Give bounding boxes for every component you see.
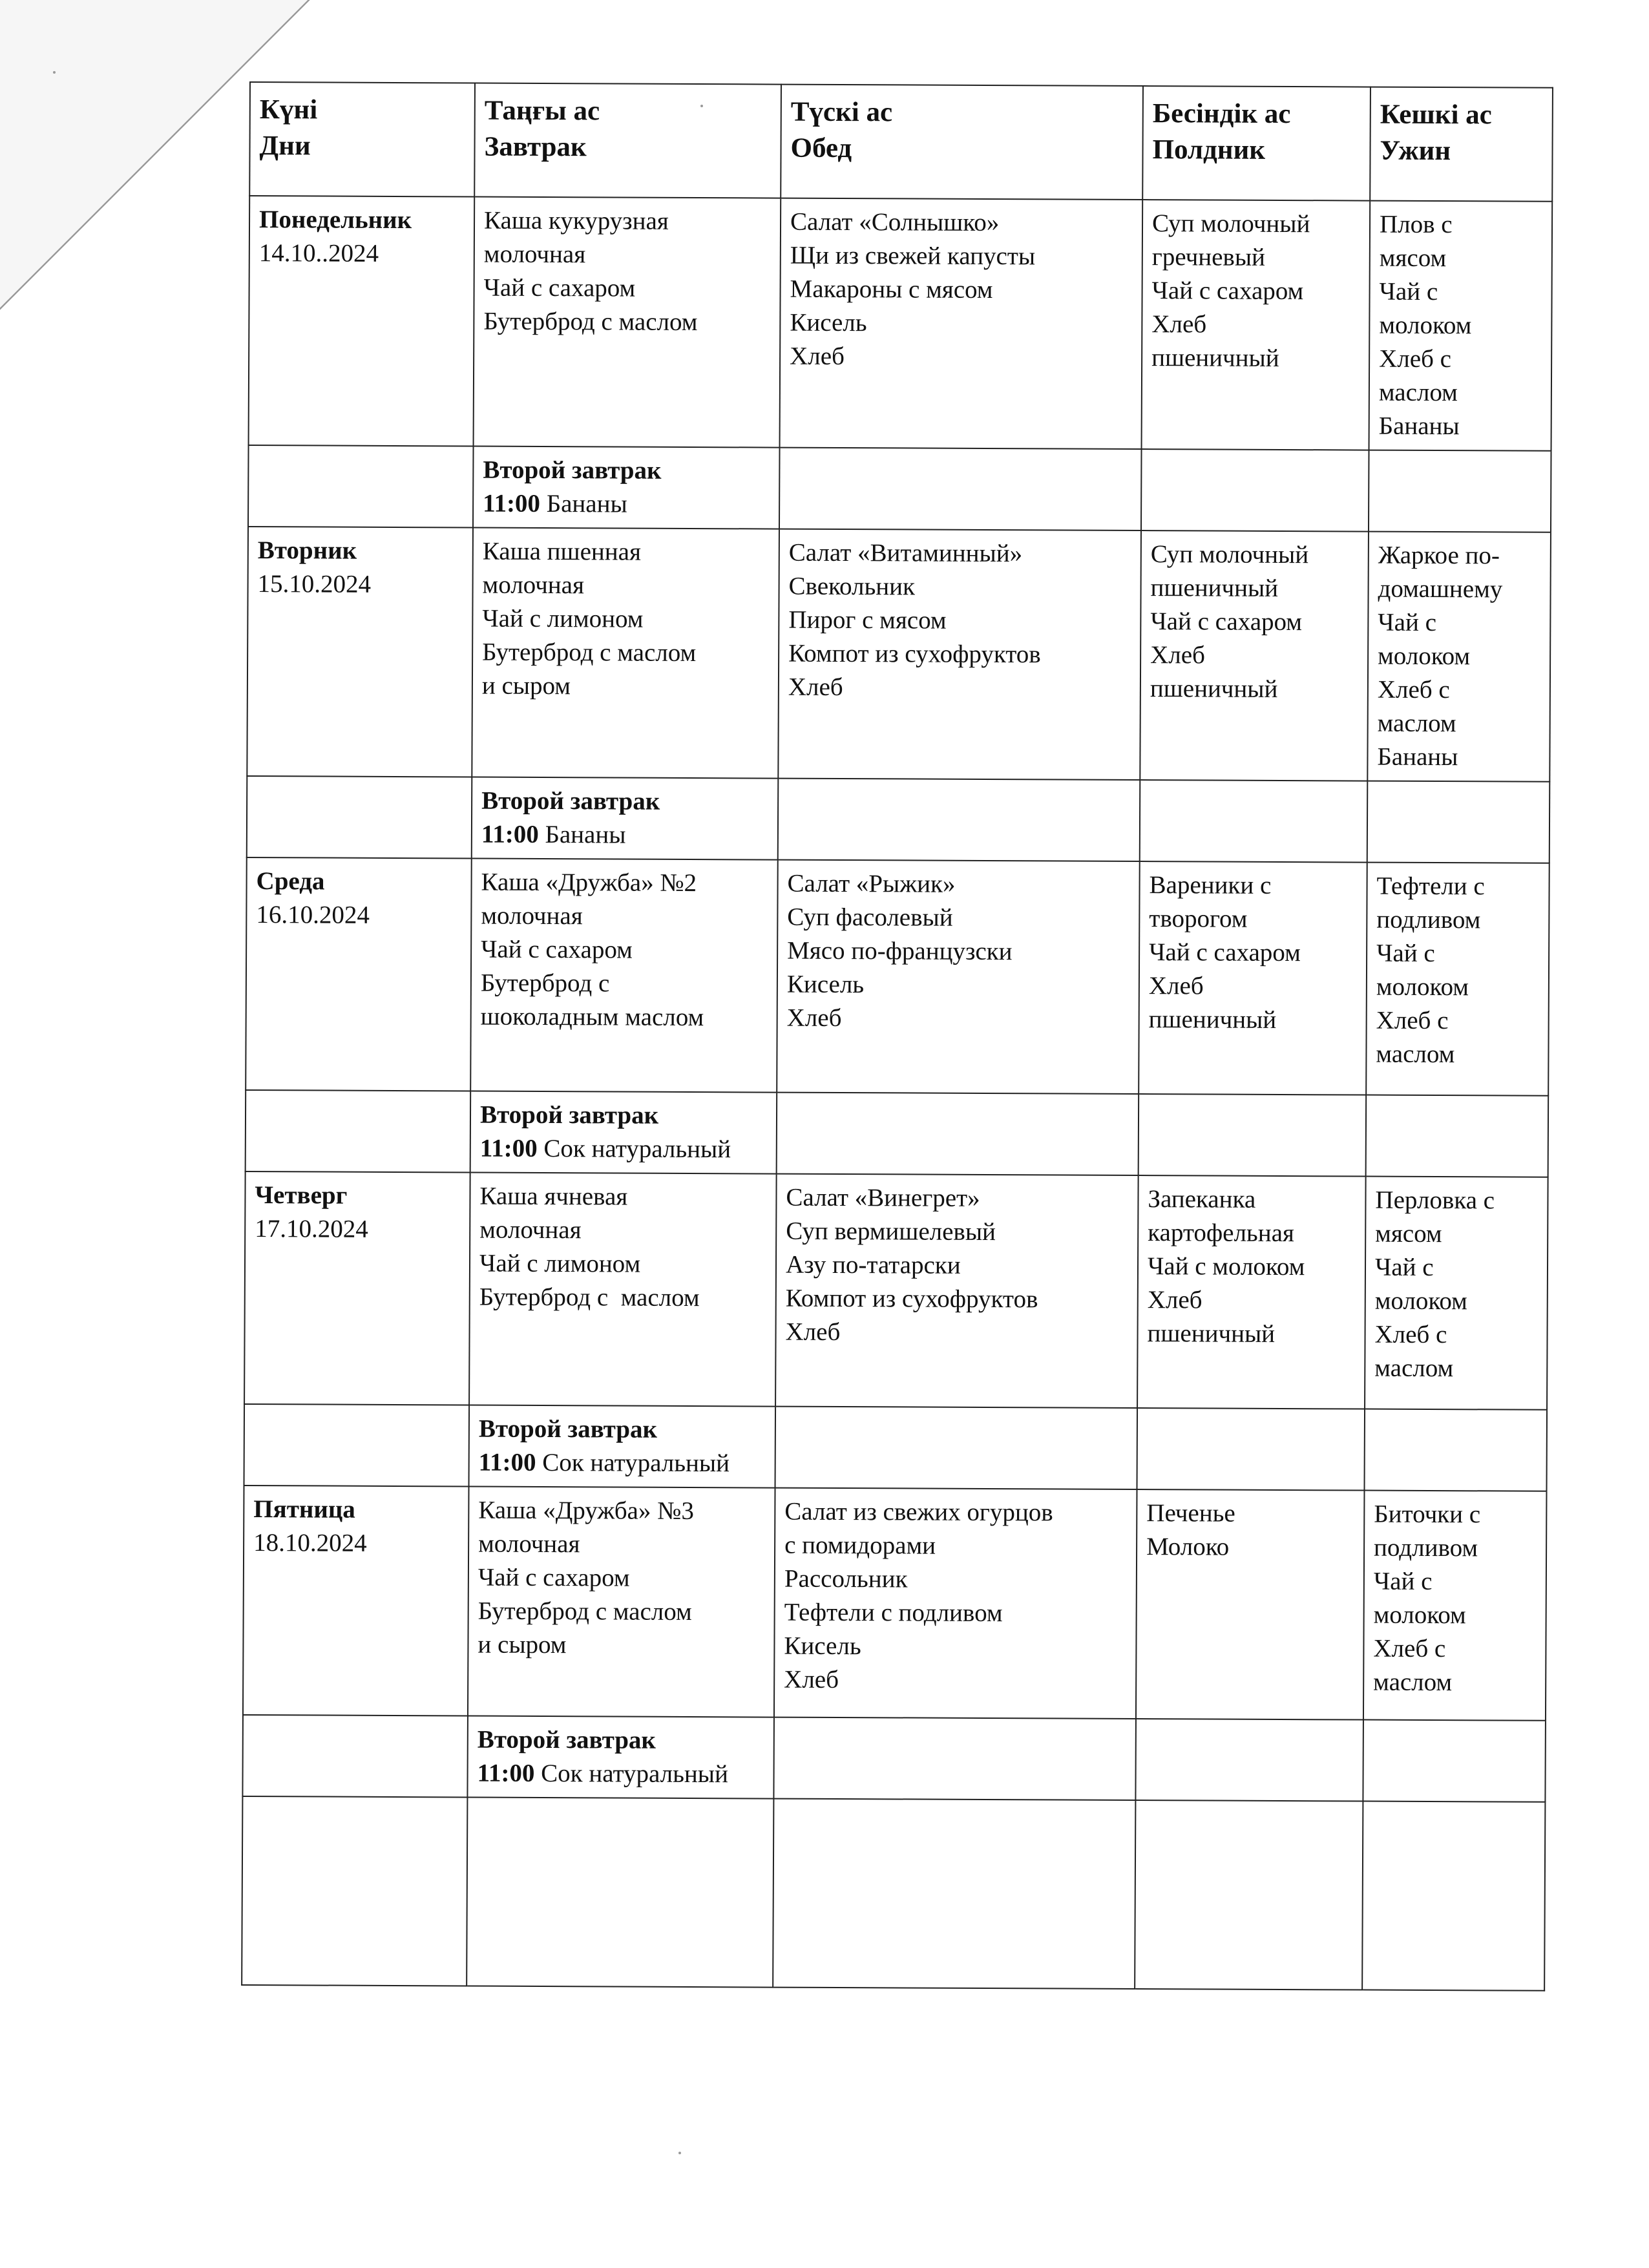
snack-line: Вареники с: [1149, 871, 1272, 899]
dinner-line: молоком: [1374, 1286, 1467, 1316]
header-breakfast: Таңғы ас Завтрак: [474, 83, 781, 198]
dinner-line: Бананы: [1377, 742, 1458, 772]
dinner-line: Чай с: [1379, 277, 1438, 306]
dinner-line: Хлеб с: [1379, 344, 1452, 373]
second-breakfast-time: 11:00: [479, 1134, 538, 1162]
empty-cell: [1139, 1094, 1367, 1177]
scan-speck: [678, 2152, 681, 2154]
lunch-line: Хлеб: [786, 1003, 842, 1033]
breakfast-line: Каша ячневая: [479, 1182, 628, 1211]
breakfast-line: Бутерброд с: [480, 969, 610, 998]
empty-cell: [1367, 781, 1550, 863]
second-breakfast-title: Второй завтрак: [481, 786, 660, 815]
lunch-line: Азу по-татарски: [785, 1250, 961, 1279]
day-cell: [246, 857, 472, 1091]
day-cell: [247, 527, 473, 777]
snack-line: Хлеб: [1151, 310, 1207, 339]
lunch-line: Щи из свежей капусты: [790, 241, 1036, 271]
second-breakfast-time: 11:00: [483, 489, 541, 518]
empty-cell: [779, 448, 1142, 530]
dinner-line: подливом: [1374, 1533, 1478, 1562]
lunch-line: Хлеб: [788, 673, 843, 702]
second-breakfast-cell: [473, 446, 780, 529]
empty-cell: [778, 779, 1140, 861]
empty-cell: [1363, 1720, 1546, 1802]
second-breakfast-item: Сок натуральный: [543, 1135, 731, 1164]
dinner-cell: [1366, 863, 1549, 1096]
dinner-line: молоком: [1379, 311, 1472, 340]
snack-cell: [1139, 861, 1367, 1095]
dinner-line: Хлеб с: [1374, 1320, 1447, 1349]
lunch-line: Кисель: [790, 308, 867, 337]
empty-cell: [775, 1407, 1138, 1489]
snack-line: Хлеб: [1147, 1286, 1203, 1314]
dinner-line: маслом: [1378, 378, 1458, 407]
day-name: Понедельник: [258, 205, 412, 235]
lunch-line: Тефтели с подливом: [784, 1598, 1003, 1628]
weekly-menu-table: [241, 81, 1553, 1991]
snack-line: Чай с сахаром: [1149, 938, 1301, 967]
dinner-line: маслом: [1377, 709, 1456, 738]
lunch-line: Хлеб: [790, 342, 845, 371]
snack-line: пшеничный: [1150, 675, 1278, 703]
empty-cell: [467, 1797, 773, 1987]
lunch-line: Пирог с мясом: [788, 605, 947, 635]
snack-line: Суп молочный: [1151, 209, 1310, 238]
header-dinner: Кешкі ас Ужин: [1370, 87, 1553, 202]
day-name: Среда: [256, 867, 325, 896]
second-breakfast-line: [481, 818, 768, 853]
dinner-cell: [1367, 532, 1551, 782]
breakfast-line: Чай с лимоном: [479, 1249, 641, 1278]
day-row: [244, 1171, 1548, 1410]
second-breakfast-row: [247, 776, 1550, 863]
empty-cell: [773, 1717, 1136, 1800]
snack-line: Хлеб: [1148, 972, 1204, 1000]
empty-cell: [1369, 450, 1551, 532]
snack-line: Запеканка: [1148, 1185, 1256, 1213]
second-breakfast-row: [248, 445, 1551, 532]
second-breakfast-time: 11:00: [481, 820, 539, 848]
dinner-line: Хлеб с: [1376, 1006, 1449, 1035]
second-breakfast-cell: [469, 1405, 776, 1488]
lunch-line: Хлеб: [784, 1665, 839, 1694]
lunch-cell: [777, 860, 1140, 1094]
breakfast-line: Чай с сахаром: [483, 273, 636, 302]
breakfast-cell: [472, 528, 779, 779]
dinner-line: Плов с: [1379, 210, 1453, 239]
snack-line: Молоко: [1146, 1533, 1230, 1561]
breakfast-cell: [474, 197, 781, 448]
snack-line: Чай с молоком: [1147, 1252, 1305, 1281]
dinner-line: маслом: [1374, 1354, 1454, 1383]
day-cell: [244, 1171, 470, 1405]
empty-cell: [246, 1090, 471, 1173]
breakfast-line: и сыром: [478, 1630, 567, 1659]
lunch-line: Кисель: [786, 970, 865, 999]
lunch-line: Компот из сухофруктов: [788, 639, 1041, 669]
lunch-cell: [774, 1488, 1137, 1719]
day-cell: [249, 196, 475, 446]
dinner-line: мясом: [1379, 244, 1447, 273]
dinner-line: Чай с: [1376, 939, 1435, 968]
dinner-line: Тефтели с: [1376, 872, 1485, 901]
scan-speck: [53, 71, 56, 74]
second-breakfast-cell: [467, 1716, 774, 1798]
dinner-line: мясом: [1375, 1219, 1442, 1248]
dinner-cell: [1369, 201, 1553, 451]
lunch-line: Компот из сухофруктов: [785, 1284, 1038, 1314]
second-breakfast-time: 11:00: [478, 1448, 536, 1476]
lunch-line: Салат «Винегрет»: [786, 1183, 980, 1212]
breakfast-line: молочная: [482, 571, 585, 600]
snack-line: Чай с сахаром: [1150, 607, 1303, 636]
second-breakfast-item: Сок натуральный: [541, 1759, 729, 1789]
lunch-line: Салат из свежих огурцов: [784, 1497, 1053, 1527]
second-breakfast-line: [483, 487, 770, 522]
day-cell: [243, 1486, 469, 1716]
blank-row: [242, 1796, 1545, 1991]
snack-line: пшеничный: [1148, 1005, 1277, 1034]
snack-line: творогом: [1149, 905, 1248, 933]
breakfast-line: Каша кукурузная: [483, 206, 669, 235]
dinner-line: молоком: [1373, 1601, 1466, 1630]
second-breakfast-row: [246, 1090, 1549, 1177]
empty-cell: [1135, 1800, 1363, 1990]
second-breakfast-cell: [470, 1091, 777, 1174]
day-row: [246, 857, 1549, 1096]
second-breakfast-title: Второй завтрак: [478, 1414, 658, 1444]
dinner-line: молоком: [1376, 972, 1469, 1002]
day-name: Четверг: [255, 1181, 348, 1210]
day-name: Вторник: [257, 536, 357, 565]
empty-cell: [773, 1799, 1135, 1989]
breakfast-line: Каша «Дружба» №2: [481, 868, 697, 898]
dinner-line: молоком: [1378, 642, 1471, 671]
lunch-line: Кисель: [784, 1632, 861, 1661]
dinner-line: Хлеб с: [1377, 675, 1450, 704]
empty-cell: [1141, 449, 1369, 532]
breakfast-line: молочная: [483, 240, 586, 269]
empty-cell: [242, 1796, 467, 1986]
header-snack: Бесіндік ас Полдник: [1142, 86, 1371, 201]
empty-cell: [1365, 1409, 1548, 1491]
day-date: 14.10..2024: [258, 239, 379, 268]
day-row: [247, 527, 1551, 782]
second-breakfast-line: [479, 1446, 766, 1481]
breakfast-line: Каша «Дружба» №3: [478, 1496, 694, 1526]
breakfast-line: Бутерброд с маслом: [483, 307, 698, 337]
lunch-line: Макароны с мясом: [790, 275, 993, 304]
menu-body: [242, 196, 1552, 1991]
second-breakfast-time: 11:00: [477, 1759, 535, 1787]
snack-line: Суп молочный: [1150, 540, 1309, 569]
lunch-line: Салат «Солнышко»: [790, 207, 1000, 237]
dinner-cell: [1365, 1177, 1548, 1410]
breakfast-line: Бутерброд с маслом: [482, 638, 697, 667]
lunch-line: Свекольник: [788, 572, 916, 601]
snack-line: Печенье: [1146, 1499, 1235, 1528]
breakfast-line: и сыром: [481, 671, 571, 700]
lunch-line: Хлеб: [785, 1318, 841, 1347]
snack-line: пшеничный: [1151, 344, 1279, 372]
empty-cell: [242, 1715, 468, 1798]
day-date: 15.10.2024: [257, 570, 372, 598]
lunch-line: Салат «Рыжик»: [787, 869, 956, 898]
day-date: 17.10.2024: [255, 1215, 368, 1243]
second-breakfast-title: Второй завтрак: [477, 1725, 656, 1754]
empty-cell: [1137, 1408, 1365, 1491]
breakfast-line: Чай с сахаром: [481, 935, 633, 964]
second-breakfast-title: Второй завтрак: [479, 1100, 659, 1129]
snack-line: гречневый: [1151, 243, 1266, 271]
breakfast-line: молочная: [481, 901, 583, 930]
dinner-line: домашнему: [1378, 574, 1503, 604]
second-breakfast-item: Бананы: [545, 821, 626, 849]
snack-line: Чай с сахаром: [1151, 277, 1304, 306]
empty-cell: [1362, 1801, 1545, 1991]
second-breakfast-item: Сок натуральный: [542, 1448, 730, 1478]
lunch-line: Мясо по-французски: [787, 936, 1013, 966]
lunch-cell: [775, 1174, 1139, 1408]
header-row: [249, 82, 1553, 202]
dinner-line: Чай с: [1378, 608, 1437, 637]
breakfast-cell: [470, 859, 778, 1093]
snack-cell: [1142, 200, 1371, 450]
second-breakfast-row: [244, 1404, 1548, 1491]
day-date: 16.10.2024: [256, 901, 370, 929]
snack-line: Хлеб: [1150, 641, 1206, 669]
empty-cell: [244, 1404, 470, 1487]
empty-cell: [777, 1093, 1139, 1175]
snack-line: пшеничный: [1150, 574, 1279, 602]
day-name: Пятница: [253, 1495, 355, 1524]
empty-cell: [1366, 1095, 1549, 1177]
lunch-line: Суп вермишелевый: [786, 1217, 996, 1246]
lunch-cell: [778, 529, 1141, 780]
lunch-line: Суп фасолевый: [787, 903, 953, 932]
day-row: [249, 196, 1553, 451]
breakfast-line: Каша пшенная: [482, 537, 642, 566]
snack-cell: [1140, 530, 1369, 781]
dinner-line: Хлеб с: [1373, 1634, 1446, 1663]
snack-line: картофельная: [1148, 1219, 1294, 1248]
second-breakfast-row: [242, 1715, 1546, 1802]
empty-cell: [247, 776, 472, 859]
snack-cell: [1137, 1175, 1366, 1409]
second-breakfast-title: Второй завтрак: [483, 456, 662, 485]
snack-line: пшеничный: [1147, 1319, 1276, 1348]
breakfast-line: шоколадным маслом: [480, 1002, 704, 1032]
header-day: Күні Дни: [249, 82, 475, 197]
breakfast-line: Чай с сахаром: [478, 1563, 630, 1592]
dinner-line: Бананы: [1378, 412, 1460, 441]
breakfast-line: молочная: [479, 1215, 582, 1244]
dinner-line: подливом: [1376, 905, 1481, 934]
dinner-line: Биточки с: [1374, 1500, 1481, 1529]
breakfast-line: Бутерброд с маслом: [479, 1283, 700, 1312]
dinner-line: Перловка с: [1375, 1186, 1495, 1215]
day-row: [243, 1486, 1547, 1721]
dinner-line: маслом: [1376, 1040, 1455, 1069]
dinner-line: Чай с: [1373, 1567, 1433, 1596]
header-lunch: Түскі ас Обед: [781, 85, 1143, 200]
breakfast-line: Бутерброд с маслом: [478, 1597, 692, 1626]
second-breakfast-line: [477, 1757, 764, 1792]
second-breakfast-cell: [472, 777, 779, 860]
empty-cell: [1135, 1719, 1363, 1801]
dinner-cell: [1363, 1491, 1547, 1721]
lunch-line: Салат «Витаминный»: [788, 538, 1023, 568]
empty-cell: [1140, 780, 1368, 863]
lunch-line: Рассольник: [784, 1564, 908, 1593]
empty-cell: [248, 445, 474, 528]
snack-cell: [1136, 1489, 1365, 1720]
breakfast-cell: [469, 1173, 777, 1407]
dinner-line: маслом: [1373, 1668, 1453, 1697]
second-breakfast-line: [480, 1132, 767, 1167]
lunch-cell: [780, 198, 1143, 449]
dinner-line: Жаркое по-: [1378, 541, 1500, 570]
dinner-line: Чай с: [1374, 1253, 1434, 1282]
breakfast-line: молочная: [478, 1529, 580, 1559]
lunch-line: с помидорами: [784, 1531, 936, 1560]
breakfast-line: Чай с лимоном: [482, 604, 644, 633]
day-date: 18.10.2024: [253, 1529, 367, 1557]
breakfast-cell: [468, 1487, 775, 1717]
second-breakfast-item: Бананы: [546, 490, 627, 518]
